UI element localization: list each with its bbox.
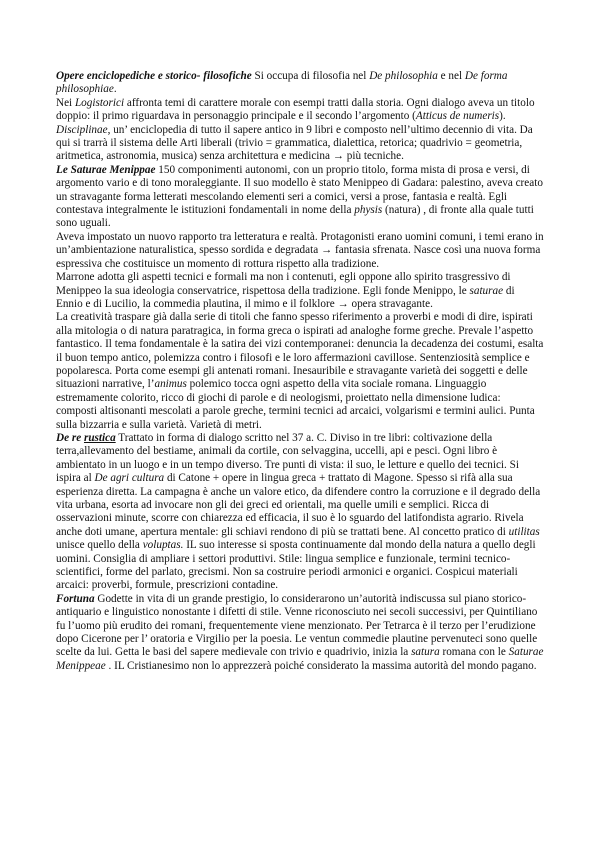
text: IL suo interesse si sposta continuamente dal mondo della natura a quello degli uomini. Consiglia di ampliare i settori produttivi. Stile: lingua semplice e funzionale, termini tecnico-scientifici, forme del parlato, grecismi. Non sa costruire periodi armonici e organici. Cospicui materiali arcaici: proverbi, formule, prescrizioni contadine. [56, 539, 536, 592]
work-title: De agri cultura [94, 472, 165, 485]
text: opera stravagante. [348, 297, 433, 310]
work-title: De philosophia [369, 70, 438, 82]
paragraph-aveva [56, 231, 544, 271]
work-title: Disciplinae [56, 123, 108, 136]
term: utilitas [508, 525, 540, 538]
term: animus [154, 378, 187, 391]
text: di Ennio e di Lucilio, la commedia plautina, il mimo e il folklore [56, 284, 515, 310]
paragraph-saturae [56, 164, 544, 231]
arrow-icon: → [320, 244, 333, 257]
paragraph-opere [56, 70, 544, 97]
paragraph-marrone [56, 271, 544, 311]
section-heading-saturae: Le Saturae Menippae [56, 163, 156, 176]
text: (natura) , di fronte alla quale tutti sono uguali. [56, 204, 534, 230]
text: romana con le [439, 646, 509, 659]
text: Godette in vita di un grande prestigio, lo considerarono un’autorità indiscussa sul piano storico-antiquario e linguistico nonostante i difetti di stile. Venne riconosciuto nei secoli successivi, per Quintiliano fu l’uomo più erudito dei romani, frequentemente viene menzionato. Per Tetrarca è il terzo per l’erudizione dopo Cicerone per l’ oratoria e Virgilio per la poesia. Le ventun commedie plautine pervenuteci sono quelle scelte da lui. Getta le basi del sapere medievale con trivio e quadrivio, inizia la [56, 592, 538, 659]
text: Trattato in forma di dialogo scritto nel 37 a. C. Diviso in tre libri: coltivazione della terra,allevamento del bestiame, animali da cortile, con selvaggina, uccelli, api e pesci. Ogni libro è ambientato in un luogo e in un tempo diverso. Tre punti di vista: il suo, le letture e quello dei tecnici. Si ispira al [56, 431, 519, 485]
text: Marrone adotta gli aspetti tecnici e formali ma non i contenuti, egli oppone allo spirito trasgressivo di Menippeo la sua ideologia conservatrice, rispettosa della tradizione. Egli fonde Menippo, le [56, 271, 511, 297]
paragraph-creativita [56, 311, 544, 432]
text: , un’ enciclopedia di tutto il sapere antico in 9 libri e composto nell’ultimo decennio di vita. Da qui si trarrà il sistema delle Arti liberali (trivio = grammatica, dialettica, retorica; quadrivio = geometria, aritmetica, astronomia, musica) senza architettura e medicina [56, 123, 533, 163]
term: physis [354, 204, 383, 217]
text: polemico tocca ogni aspetto della vita sociale romana. Linguaggio estremamente colorito, ricco di giochi di parole e di neologismi, proiettato nella dimensione ludica: composti altisonanti mescolati a parole greche, termini tecnici ad arcaici, volgarismi e termini aulici. Punta sulla bizzarria e sulla varietà. Varietà di metri. [56, 378, 535, 431]
heading-part: De re [56, 431, 84, 444]
text: 150 componimenti autonomi, con un proprio titolo, forma mista di prosa e versi, di argomento vario e di tono moraleggiante. Il suo modello è stato Menippeo di Gadara: palestino, aveva creato un stravagante forma letterati mescolando elementi seri a comici, versi a prose, fantasia e realtà. Egli contestava integralmente le istituzioni fondamentali in nome della [56, 163, 543, 217]
term: saturae [469, 284, 504, 297]
text: . [113, 83, 117, 96]
text: e nel [437, 70, 465, 82]
heading-part-underlined: rustica [83, 431, 116, 444]
arrow-icon: → [332, 150, 344, 163]
work-title: Atticus de numeris [415, 110, 500, 123]
document-page [56, 70, 544, 673]
text: affronta temi di carattere morale con esempi tratti dalla storia. Ogni dialogo aveva un titolo doppio: il primo riguardava in personaggio principale e il secondo l’argomento ( [56, 96, 535, 123]
paragraph-fortuna [56, 593, 544, 673]
text: fantasia sfrenata. Nasce così una nuova forma espressiva che costituisce un momento di rottura rispetto alla tradizione. [56, 244, 541, 270]
text: ). [499, 110, 506, 123]
section-heading-rerustica [56, 432, 116, 444]
work-title: Saturae Menippeae [56, 646, 544, 672]
term: voluptas. [142, 539, 184, 552]
work-title: Logistorici [74, 96, 125, 109]
text: di Catone + opere in lingua greca + trattato di Magone. Spesso si rifà alla sua esperienza diretta. La campagna è anche un valore etico, da difendere contro la corruzione e il degrado della vita urbana, esorta ad invocare non gli dei greci ed orientali, ma quelle umili e semplici. Ricca di osservazioni minute, scorre con chiarezza ed efficacia, il suo è lo sguardo del latifondista agrario. Rivela anche doti umane, apertura mentale: gli schiavi rendono di più se trattati bene. Al concetto pratico di [56, 472, 541, 538]
arrow-icon: → [337, 297, 349, 310]
paragraph-disciplinae [56, 124, 544, 164]
text: La creatività traspare già dalla serie di titoli che fanno spesso riferimento a proverbi e modi di dire, ispirati alla mitologia o di natura paratragica, in forma greca o ispirati ad analoghe forme greche. Prevale l’aspetto fantastico. Il tema fondamentale è la satira dei vizi contemporanei: denuncia la decadenza dei costumi, esalta il buon tempo antico, polemizza contro i filosofi e le loro affermazioni cavillose. Sentenziosità semplice e popolaresca. Porta come esempi gli antenati romani. Inesauribile e stravagante varietà dei soggetti e delle situazioni narrative, l’ [56, 311, 544, 391]
text: unisce quello della [56, 539, 143, 552]
text: più tecniche. [343, 150, 404, 163]
section-heading-opere: Opere enciclopediche e storico- filosofiche [56, 70, 252, 82]
term: satura [411, 646, 440, 659]
paragraph-logistorici [56, 97, 544, 124]
text: Nei [56, 96, 75, 109]
text: Aveva impostato un nuovo rapporto tra letteratura e realtà. Protagonisti erano uomini comuni, i temi erano in un’ambientazione naturalistica, spesso sordida e degradata [56, 230, 544, 257]
work-title: De forma philosophiae [56, 70, 508, 96]
text: Si occupa di filosofia nel [251, 70, 370, 82]
section-heading-fortuna: Fortuna [56, 592, 95, 605]
text: . IL Cristianesimo non lo apprezzerà poiché considerato la massima autorità del mondo pagano. [105, 659, 537, 672]
paragraph-rerustica [56, 432, 544, 593]
